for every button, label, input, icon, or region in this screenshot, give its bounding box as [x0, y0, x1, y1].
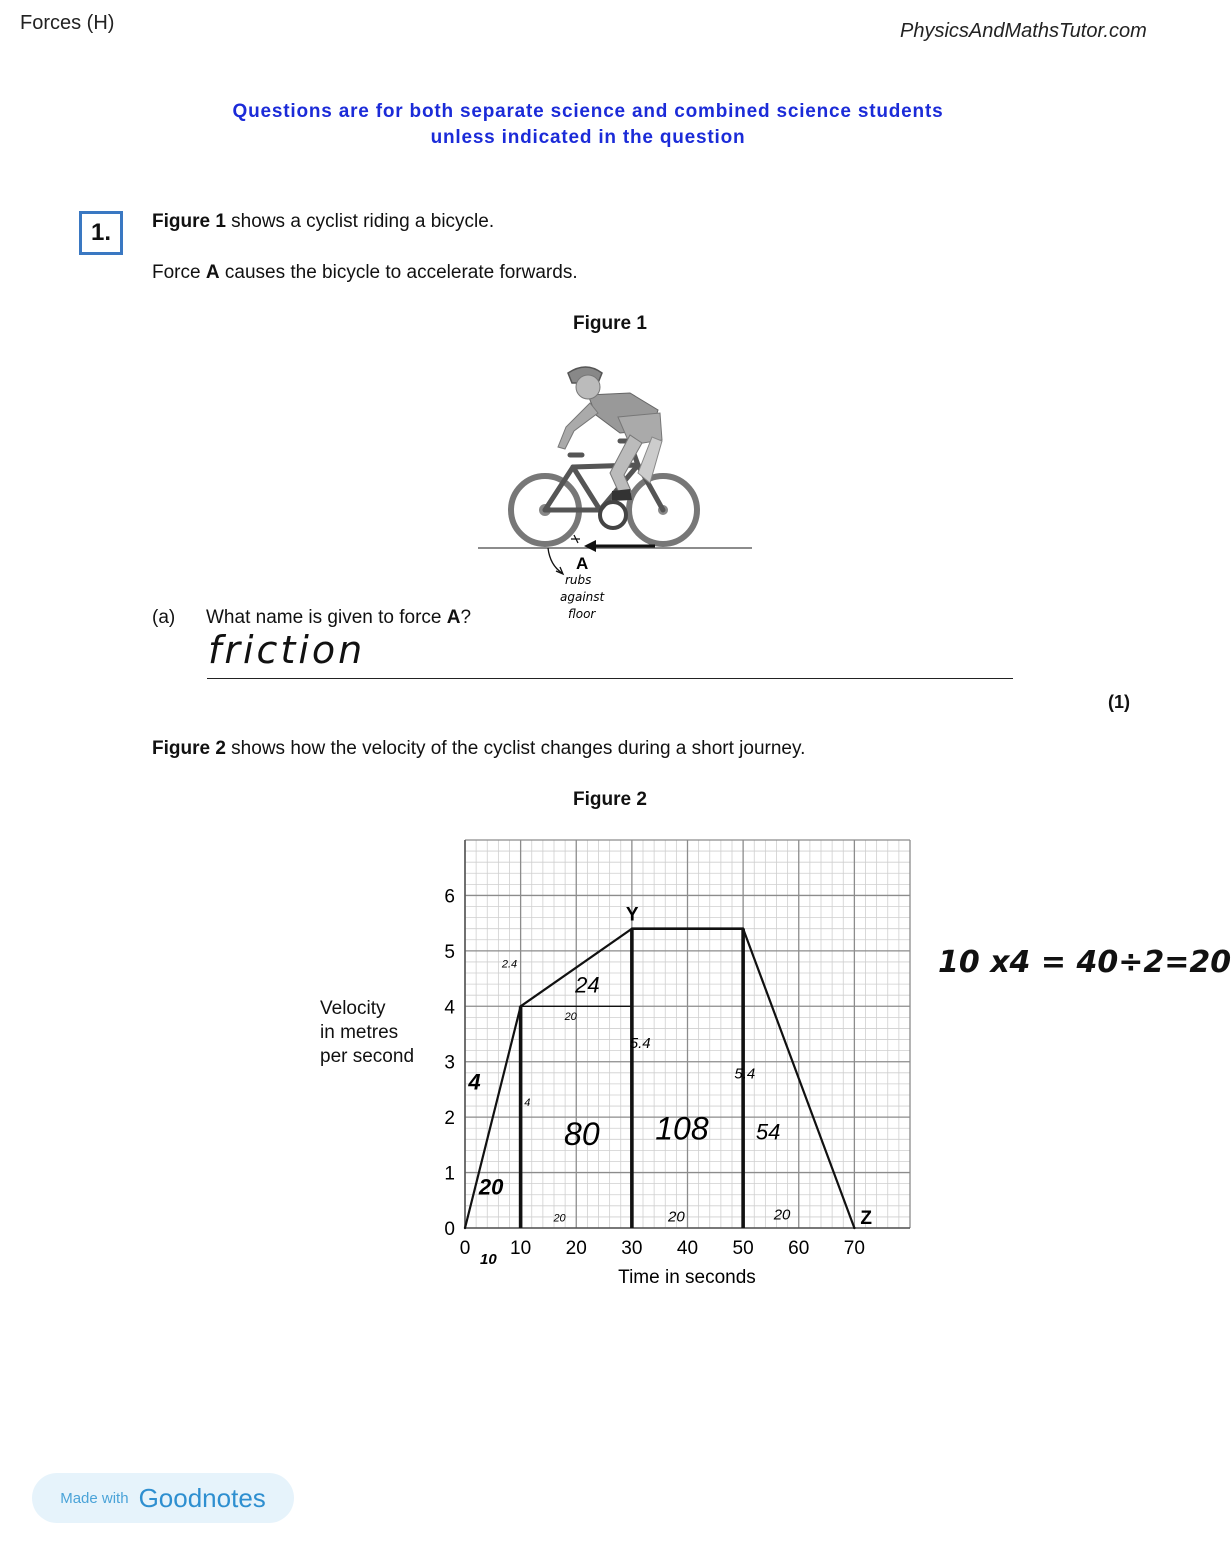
handwritten-annotation: 10 — [480, 1251, 497, 1269]
part-a-label: (a) — [152, 607, 176, 628]
part-a-answer[interactable]: friction — [208, 628, 366, 672]
marks-indicator: (1) — [1108, 692, 1130, 712]
part-a-question-pre: What name is given to force — [206, 607, 447, 628]
y-tick-label: 1 — [444, 1163, 455, 1185]
part-a-force-letter: A — [446, 607, 461, 628]
figure-1-title: Figure 1 — [573, 313, 647, 334]
point-label-z: Z — [860, 1208, 872, 1229]
y-axis-label-line-2: in metres — [320, 1022, 399, 1043]
force-letter: A — [205, 262, 220, 283]
handwritten-annotation: 20 — [478, 1174, 504, 1200]
figure-2-intro — [152, 738, 805, 760]
data-point — [464, 1227, 466, 1229]
data-point — [853, 1227, 855, 1229]
label-layer — [467, 905, 872, 1268]
handwritten-annotation: 24 — [575, 972, 600, 998]
handwritten-annotation: 5.4 — [734, 1065, 756, 1083]
answer-line — [207, 678, 1013, 679]
question-force-statement — [152, 262, 578, 284]
figure-ref: Figure 1 — [152, 211, 226, 232]
x-tick-label: 60 — [788, 1238, 810, 1259]
side-working-calculation: 10 x4 = 40÷2=20 — [938, 945, 1231, 980]
notice-line-2: unless indicated in the question — [430, 127, 746, 148]
y-tick-label: 3 — [444, 1052, 455, 1074]
y-tick-label: 5 — [444, 941, 455, 963]
figure-2-title: Figure 2 — [573, 789, 647, 810]
chainring — [600, 502, 626, 528]
branding-small-text: Made with — [60, 1489, 129, 1507]
handwritten-annotation: 2.4 — [501, 958, 518, 971]
handwritten-annotation: 20 — [564, 1011, 577, 1024]
handwritten-annotation: 20 — [553, 1212, 566, 1225]
page-header-source: PhysicsAndMathsTutor.com — [900, 20, 1147, 42]
y-axis-label-line-3: per second — [320, 1046, 415, 1067]
annotation-line-2: against — [560, 590, 605, 604]
force-statement-rest: causes the bicycle to accelerate forwards. — [219, 262, 578, 283]
handwritten-annotation: 4 — [468, 1069, 481, 1095]
question-intro — [152, 211, 494, 233]
series-line-velocity — [465, 929, 854, 1228]
handwritten-annotation: 108 — [655, 1110, 709, 1147]
x-axis-label: Time in seconds — [618, 1267, 756, 1288]
question-intro-text: shows a cyclist riding a bicycle. — [225, 211, 495, 232]
figure-1-cyclist-illustration — [470, 355, 770, 630]
x-tick-label: 10 — [510, 1238, 532, 1259]
page-header-topic: Forces (H) — [20, 12, 115, 34]
handwritten-annotation: 5.4 — [629, 1034, 651, 1052]
figure-2-velocity-time-graph — [420, 825, 940, 1295]
handwritten-annotation: 20 — [773, 1206, 791, 1224]
branding-logo-text: Goodnotes — [138, 1482, 266, 1513]
force-statement-pre: Force — [152, 262, 206, 283]
handwritten-annotation: 54 — [755, 1119, 781, 1145]
y-axis-label-line-1: Velocity — [320, 998, 386, 1019]
point-label-y: Y — [625, 904, 639, 926]
y-tick-label: 2 — [444, 1108, 455, 1130]
goodnotes-badge[interactable] — [32, 1473, 294, 1523]
notice-line-1: Questions are for both separate science and combined science students — [232, 101, 944, 122]
x-tick-label: 0 — [459, 1238, 471, 1259]
y-tick-label: 0 — [444, 1219, 455, 1240]
handwritten-annotation: 80 — [564, 1115, 600, 1152]
handwritten-annotation: 20 — [668, 1208, 685, 1226]
annotation-line-1: rubs — [565, 573, 592, 587]
part-a-question — [206, 607, 471, 629]
x-tick-label: 40 — [676, 1238, 699, 1259]
annotation-line-3: floor — [568, 607, 596, 621]
y-tick-label: 4 — [444, 997, 455, 1019]
x-tick-label: 50 — [732, 1238, 754, 1259]
figure-2-intro-text: shows how the velocity of the cyclist changes during a short journey. — [225, 738, 806, 759]
part-a-question-post: ? — [460, 607, 472, 628]
y-tick-label: 6 — [444, 886, 455, 908]
question-number-box: 1. — [79, 211, 123, 255]
figure-2-ref: Figure 2 — [152, 738, 226, 759]
force-a-label: A — [576, 554, 589, 573]
x-tick-label: 70 — [843, 1238, 865, 1259]
x-tick-label: 30 — [621, 1238, 643, 1259]
x-tick-label: 20 — [565, 1238, 587, 1259]
data-point — [519, 1005, 521, 1007]
handwritten-annotation: 4 — [524, 1097, 531, 1110]
